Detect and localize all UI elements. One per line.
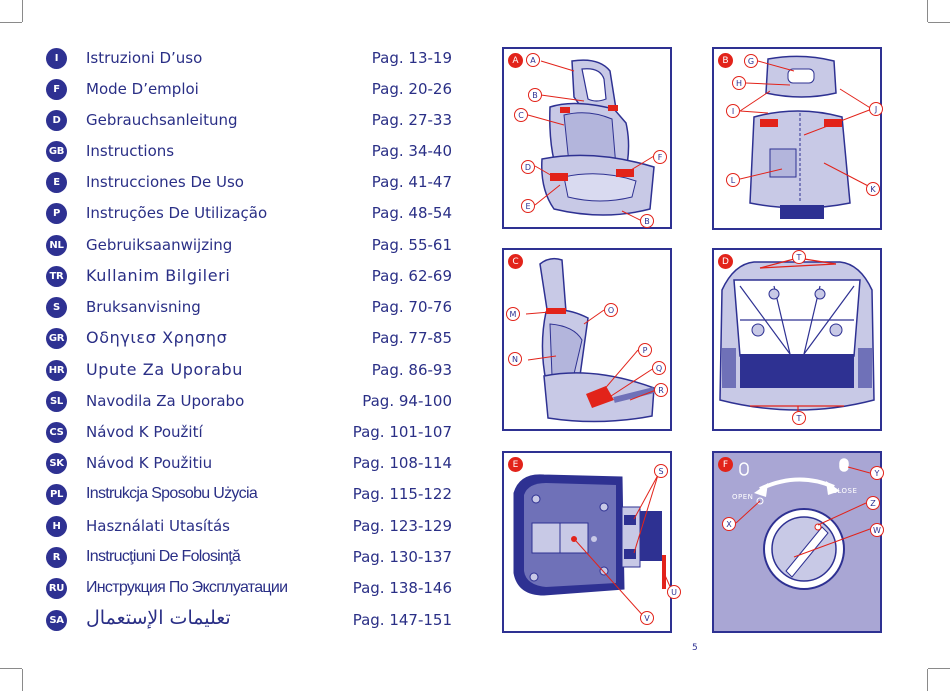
page-range: Pag. 94-100 <box>362 392 452 410</box>
crop-mark <box>22 669 23 691</box>
page-range: Pag. 123-129 <box>352 517 452 535</box>
callout-label: Z <box>866 496 880 510</box>
callout-label: E <box>521 199 535 213</box>
panel-e-letter: E <box>508 457 523 472</box>
callout-label: I <box>726 104 740 118</box>
language-title: Instruções De Utilização <box>86 204 268 222</box>
callout-label: X <box>722 517 736 531</box>
callout-label: U <box>667 585 681 599</box>
toc-row[interactable] <box>46 266 456 288</box>
callout-label: A <box>526 53 540 67</box>
panel-e <box>502 451 677 633</box>
panel-c <box>502 248 672 431</box>
language-title: Használati Utasítás <box>86 517 230 535</box>
callout-label: J <box>869 102 883 116</box>
page-range: Pag. 147-151 <box>352 611 452 629</box>
callout-label: S <box>654 464 668 478</box>
crop-mark <box>927 0 928 22</box>
page-range: Pag. 70-76 <box>371 298 452 316</box>
language-badge: GR <box>46 328 67 349</box>
language-title: Upute Za Uporabu <box>86 360 243 379</box>
page-range: Pag. 41-47 <box>371 173 452 191</box>
callout-label: Y <box>870 466 884 480</box>
panel-f <box>712 451 882 633</box>
toc-row[interactable] <box>46 297 456 319</box>
toc-row[interactable] <box>46 141 456 163</box>
language-badge: H <box>46 516 67 537</box>
language-badge: S <box>46 297 67 318</box>
callout-label: B <box>528 88 542 102</box>
toc-row[interactable] <box>46 172 456 194</box>
callout-label: K <box>866 182 880 196</box>
panel-c-callouts <box>504 250 670 429</box>
callout-label: V <box>640 611 654 625</box>
crop-mark <box>0 668 22 669</box>
language-badge: PL <box>46 484 67 505</box>
language-title: Návod K Použitiu <box>86 454 213 472</box>
language-title: تعليمات الإستعمال <box>86 607 231 629</box>
language-title: Návod K Použití <box>86 423 203 441</box>
panel-f-letter: F <box>718 457 733 472</box>
page-range: Pag. 138-146 <box>352 579 452 597</box>
language-title: Istruzioni D’uso <box>86 49 203 67</box>
page-range: Pag. 13-19 <box>371 49 452 67</box>
callout-label: M <box>506 307 520 321</box>
language-badge: TR <box>46 266 67 287</box>
language-badge: HR <box>46 360 67 381</box>
language-badge: F <box>46 79 67 100</box>
language-badge: SA <box>46 610 67 631</box>
toc-row[interactable] <box>46 328 456 350</box>
language-title: Gebrauchsanleitung <box>86 111 238 129</box>
callout-label: D <box>521 160 535 174</box>
toc-row[interactable] <box>46 203 456 225</box>
callout-label: G <box>744 54 758 68</box>
language-title: Gebruiksaanwijzing <box>86 236 233 254</box>
toc-row[interactable] <box>46 422 456 444</box>
toc-row[interactable] <box>46 547 456 569</box>
language-title: Οδηγιεσ Χρησησ <box>86 328 228 347</box>
page-range: Pag. 130-137 <box>352 548 452 566</box>
crop-mark <box>927 669 928 691</box>
panel-d-callouts <box>714 250 880 429</box>
page-range: Pag. 27-33 <box>371 111 452 129</box>
page-range: Pag. 55-61 <box>371 236 452 254</box>
toc-row[interactable] <box>46 79 456 101</box>
language-badge: E <box>46 172 67 193</box>
language-title: Instructions <box>86 142 175 160</box>
language-badge: SL <box>46 391 67 412</box>
page-range: Pag. 86-93 <box>371 361 452 379</box>
language-badge: NL <box>46 235 67 256</box>
callout-label: F <box>653 150 667 164</box>
toc-row[interactable] <box>46 48 456 70</box>
panel-b <box>712 47 882 230</box>
language-title: Instrukcja Sposobu Użycia <box>86 485 258 502</box>
open-label: OPEN <box>732 493 754 501</box>
page-range: Pag. 48-54 <box>371 204 452 222</box>
callout-label: B <box>640 214 654 228</box>
toc-row[interactable] <box>46 110 456 132</box>
page-range: Pag. 62-69 <box>371 267 452 285</box>
panel-b-letter: B <box>718 53 733 68</box>
page-range: Pag. 115-122 <box>352 485 452 503</box>
panel-c-letter: C <box>508 254 523 269</box>
toc-row[interactable] <box>46 516 456 538</box>
crop-mark <box>0 22 22 23</box>
toc-row[interactable] <box>46 607 456 632</box>
panel-e-callouts <box>504 453 670 631</box>
language-badge: GB <box>46 141 67 162</box>
toc-row[interactable] <box>46 453 456 475</box>
language-title: Инструкция По Эксплуатации <box>86 579 288 596</box>
callout-label: O <box>604 303 618 317</box>
callout-label: Q <box>652 361 666 375</box>
language-badge: CS <box>46 422 67 443</box>
language-title: Instrucţiuni De Folosinţă <box>86 548 241 565</box>
crop-mark <box>928 22 950 23</box>
toc-row[interactable] <box>46 235 456 257</box>
callout-label: N <box>508 352 522 366</box>
crop-mark <box>22 0 23 22</box>
language-title: Navodila Za Uporabo <box>86 392 245 410</box>
page-range: Pag. 108-114 <box>352 454 452 472</box>
toc-row[interactable] <box>46 484 456 506</box>
callout-label: P <box>638 343 652 357</box>
language-title: Bruksanvisning <box>86 298 201 316</box>
toc-row[interactable] <box>46 578 456 600</box>
toc-row[interactable] <box>46 391 456 413</box>
language-badge: SK <box>46 453 67 474</box>
toc-row[interactable] <box>46 360 456 382</box>
language-badge: RU <box>46 578 67 599</box>
callout-label: T <box>792 250 806 264</box>
language-title: Mode D’emploi <box>86 80 199 98</box>
page-range: Pag. 34-40 <box>371 142 452 160</box>
panel-f-callouts <box>714 453 880 631</box>
callout-label: H <box>732 76 746 90</box>
panel-a <box>502 47 672 229</box>
panel-d-letter: D <box>718 254 733 269</box>
page-number: 5 <box>692 643 698 653</box>
panel-d <box>712 248 882 431</box>
language-badge: P <box>46 203 67 224</box>
language-badge: D <box>46 110 67 131</box>
callout-label: W <box>870 523 884 537</box>
language-badge: R <box>46 547 67 568</box>
page-range: Pag. 20-26 <box>371 80 452 98</box>
callout-label: R <box>654 383 668 397</box>
callout-label: C <box>514 108 528 122</box>
language-title: Instrucciones De Uso <box>86 173 244 191</box>
callout-label: L <box>726 173 740 187</box>
language-title: Kullanim Bilgileri <box>86 266 231 285</box>
close-label: CLOSE <box>832 487 858 495</box>
panel-a-letter: A <box>508 53 523 68</box>
crop-mark <box>928 668 950 669</box>
page-range: Pag. 101-107 <box>352 423 452 441</box>
callout-label: T <box>792 411 806 425</box>
language-badge: I <box>46 48 67 69</box>
page-range: Pag. 77-85 <box>371 329 452 347</box>
